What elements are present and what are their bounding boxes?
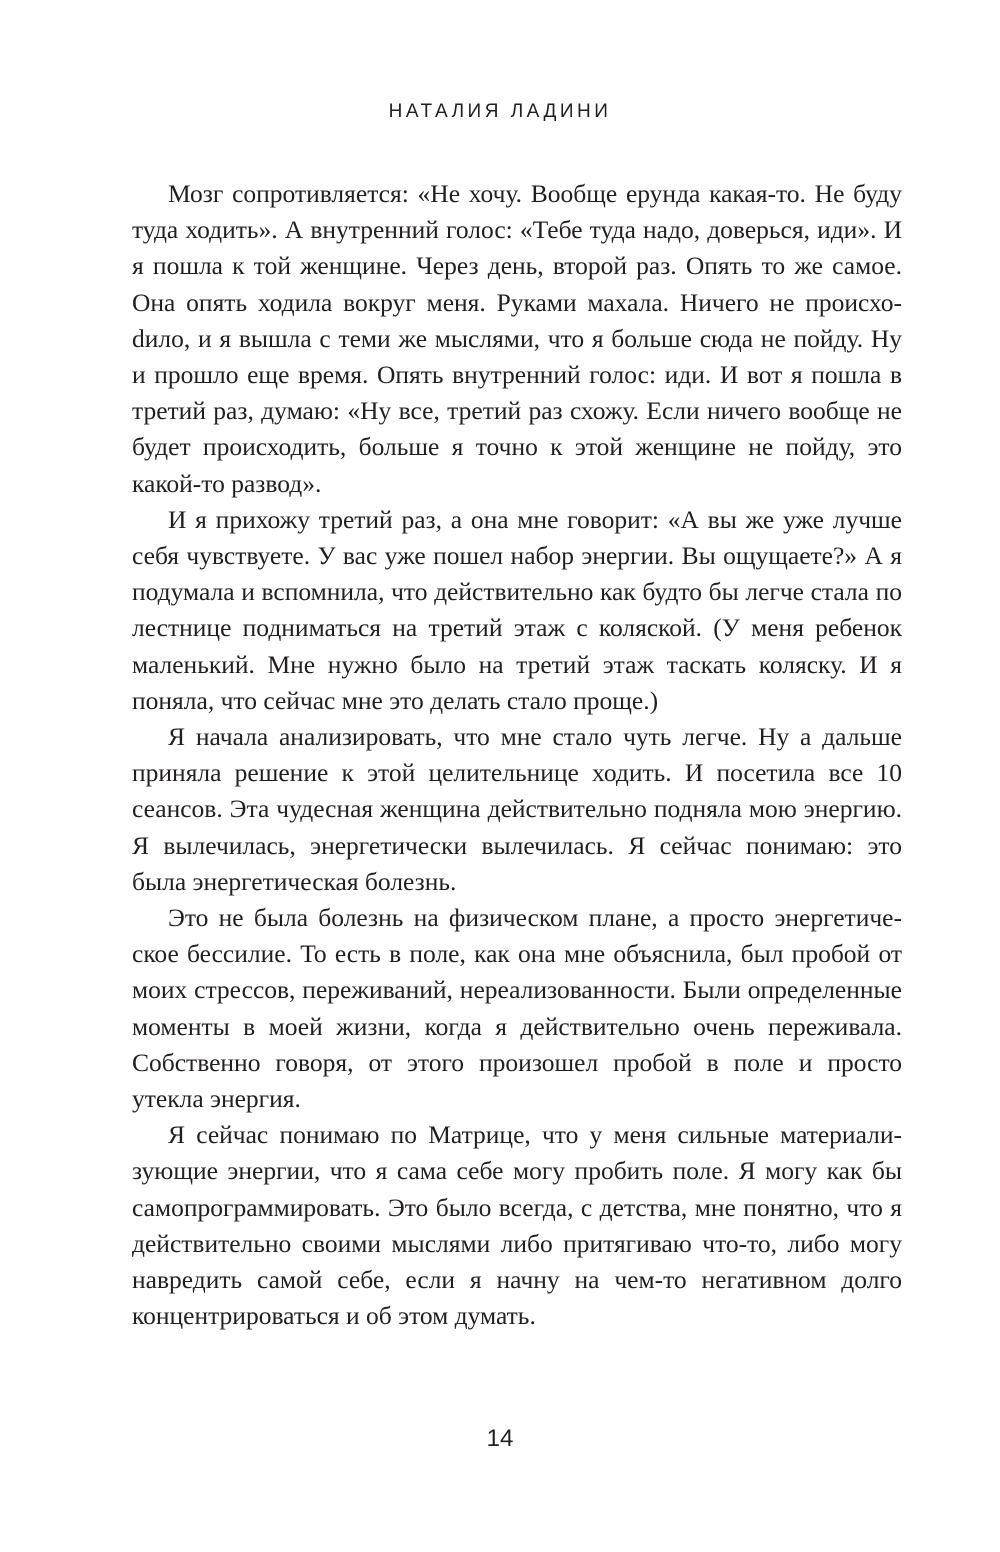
page-number: 14 [486, 1425, 514, 1452]
paragraph: Это не была болезнь на физическом плане, а просто энергетическое бессилие. То есть в поле, как она мне объяснила, был пробой от моих стрессов, переживаний, нереализованности. Были определенные моменты в моей жизни, когда я действительно очень переживала. Собственно говоря, от этого произошел пробой в поле и просто утекла энергия. [132, 903, 902, 1114]
paragraph: Я начала анализировать, что мне стало чуть легче. Ну а дальше приняла решение к этой целительнице ходить. И посетила все 10 сеансов. Эта чудесная женщина действительно подняла мою энергию. Я вылечилась, энергетически вылечилась. Я сейчас понимаю: это была энергетическая болезнь. [132, 722, 902, 896]
body-text [132, 176, 902, 1335]
paragraph: И я прихожу третий раз, а она мне говорит: «А вы же уже лучше себя чувствуете. У вас уже пошел набор энергии. Вы ощущаете?» А я подумала и вспомнила, что действительно как будто бы легче стала по лестнице подниматься на третий этаж с коляской. (У меня ребенок маленький. Мне нужно было на третий этаж таскать коляску. И я поняла, что сейчас мне это делать стало проще.) [132, 504, 902, 715]
paragraph: Я сейчас понимаю по Матрице, что у меня сильные материализующие энергии, что я сама себе могу пробить поле. Я могу как бы самопрограммировать. Это было всегда, с детства, мне понятно, что я действительно своими мыслями либо притягиваю что-то, либо могу навредить самой себе, если я начну на чем-то негативном долго концентрироваться и об этом думать. [132, 1120, 902, 1331]
paragraph: Мозг сопротивляется: «Не хочу. Вообще ерунда какая-то. Не буду туда ходить». А внутренний голос: «Тебе туда надо, доверься, иди». И я пошла к той женщине. Через день, второй раз. Опять то же самое. Она опять ходила вокруг меня. Руками махала. Ничего не происхоdило, и я вышла с теми же мыслями, что я больше сюда не пойду. Ну и прошло еще время. Опять внутренний голос: иди. И вот я пошла в третий раз, думаю: «Ну все, третий раз схожу. Если ничего вообще не будет происходить, больше я точно к этой женщине не пойду, это какой-то развод». [132, 179, 902, 498]
running-head: НАТАЛИЯ ЛАДИНИ [388, 101, 612, 122]
